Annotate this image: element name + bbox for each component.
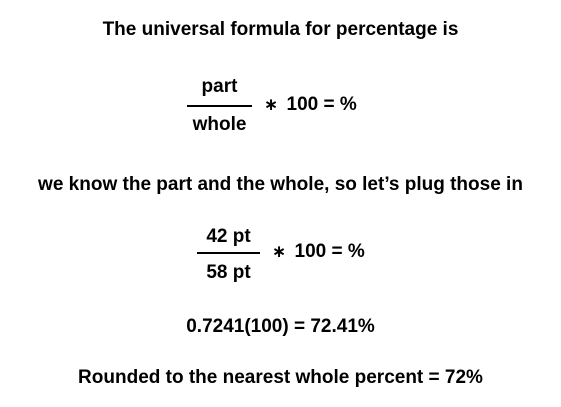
- substituted-denominator: 58 pt: [206, 262, 251, 283]
- formula-general: [187, 72, 387, 142]
- instruction: we know the part and the whole, so let’s plug those in: [38, 174, 523, 195]
- substituted-multiplier: [272, 241, 365, 263]
- multiply-symbol: ∗: [272, 242, 287, 261]
- formula-multiplier: [264, 94, 357, 116]
- conclusion: Rounded to the nearest whole percent = 72%: [78, 367, 483, 388]
- fraction-bar: [197, 252, 260, 254]
- formula-numerator: part: [201, 76, 238, 97]
- heading: The universal formula for percentage is: [102, 19, 459, 40]
- formula-fraction: [187, 72, 252, 142]
- substituted-tail: 100 = %: [294, 241, 365, 262]
- fraction-bar: [187, 105, 252, 107]
- formula-denominator: whole: [192, 114, 247, 135]
- substituted-numerator: 42 pt: [206, 226, 251, 247]
- multiply-symbol: ∗: [264, 95, 279, 114]
- calculation: 0.7241(100) = 72.41%: [186, 316, 375, 337]
- formula-substituted: [197, 226, 397, 296]
- formula-tail: 100 = %: [286, 94, 357, 115]
- substituted-fraction: [197, 226, 260, 296]
